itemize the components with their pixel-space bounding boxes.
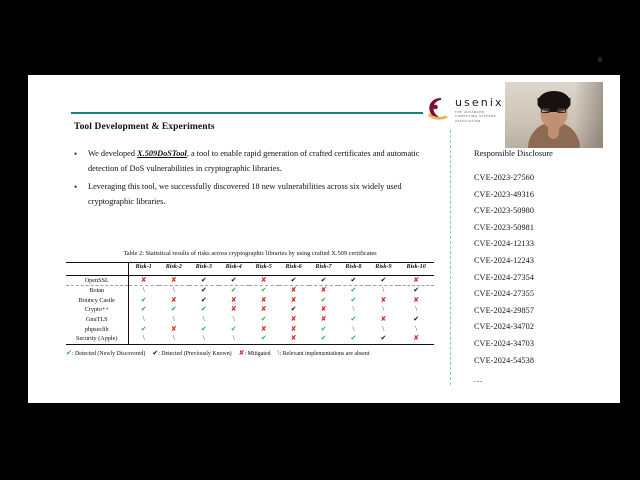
status-new-icon: ✔ bbox=[260, 286, 267, 295]
status-mit-icon: ✘ bbox=[170, 295, 177, 304]
risk-cell bbox=[219, 334, 249, 344]
table-row bbox=[66, 315, 434, 325]
status-known-icon: ✔ bbox=[290, 305, 297, 314]
legend-label: : Detected (Newly Discovered) bbox=[71, 350, 146, 357]
risk-cell bbox=[159, 275, 189, 286]
status-abs-icon: \ bbox=[382, 305, 385, 314]
column-header-risk-4: Risk-4 bbox=[219, 263, 249, 276]
risk-cell bbox=[249, 305, 279, 315]
column-header-risk-7: Risk-7 bbox=[309, 263, 339, 276]
usenix-tagline bbox=[455, 110, 496, 123]
status-new-icon: ✔ bbox=[230, 324, 237, 333]
corner-indicator-dot bbox=[598, 57, 602, 62]
legend-new-icon: ✔ bbox=[66, 348, 72, 357]
risk-cell bbox=[398, 296, 434, 306]
risk-cell bbox=[338, 305, 368, 315]
risk-cell bbox=[189, 315, 219, 325]
legend-mit-icon: ✘ bbox=[238, 348, 245, 357]
status-new-icon: ✔ bbox=[200, 324, 207, 333]
status-new-icon: ✔ bbox=[140, 305, 147, 314]
risk-cell bbox=[128, 275, 159, 286]
risk-cell bbox=[368, 305, 398, 315]
risk-cell bbox=[338, 286, 368, 296]
status-mit-icon: ✘ bbox=[413, 295, 420, 304]
risk-cell bbox=[309, 334, 339, 344]
status-mit-icon: ✘ bbox=[260, 305, 267, 314]
cve-item: CVE-2023-50980 bbox=[474, 206, 535, 216]
risk-cell bbox=[398, 325, 434, 335]
table-row bbox=[66, 325, 434, 335]
risk-cell bbox=[159, 305, 189, 315]
status-known-icon: ✔ bbox=[230, 275, 237, 284]
status-mit-icon: ✘ bbox=[260, 275, 267, 284]
bullet-item bbox=[74, 147, 429, 176]
risk-cell bbox=[249, 275, 279, 286]
status-mit-icon: ✘ bbox=[380, 295, 387, 304]
status-known-icon: ✔ bbox=[413, 314, 420, 323]
status-abs-icon: \ bbox=[415, 305, 418, 314]
risk-cell bbox=[249, 325, 279, 335]
status-known-icon: ✔ bbox=[200, 295, 207, 304]
status-abs-icon: \ bbox=[232, 334, 235, 343]
usenix-wordmark: usenix bbox=[455, 96, 504, 109]
library-name-cell: Bouncy Castle bbox=[66, 296, 128, 306]
legend-label: : Mitigated bbox=[244, 350, 271, 357]
status-mit-icon: ✘ bbox=[290, 286, 297, 295]
library-name-cell: Security (Apple) bbox=[66, 334, 128, 344]
status-mit-icon: ✘ bbox=[290, 314, 297, 323]
status-abs-icon: \ bbox=[142, 286, 145, 295]
legend-known-icon: ✔ bbox=[152, 348, 159, 357]
cve-item: CVE-2024-27354 bbox=[474, 272, 535, 282]
risk-cell bbox=[279, 334, 309, 344]
tool-name-emphasis: X.509DoSTool bbox=[137, 149, 187, 158]
status-mit-icon: ✘ bbox=[380, 314, 387, 323]
legend-item-abs bbox=[278, 349, 370, 357]
status-mit-icon: ✘ bbox=[320, 286, 327, 295]
risk-cell bbox=[249, 296, 279, 306]
risk-cell bbox=[368, 286, 398, 296]
risk-cell bbox=[338, 315, 368, 325]
status-new-icon: ✔ bbox=[320, 324, 327, 333]
risk-cell bbox=[128, 334, 159, 344]
usenix-tagline-line-1: THE ADVANCED bbox=[455, 110, 485, 114]
usenix-mark-icon bbox=[426, 95, 452, 121]
cve-item: CVE-2023-50981 bbox=[474, 222, 535, 232]
status-known-icon: ✔ bbox=[413, 286, 420, 295]
status-new-icon: ✔ bbox=[350, 295, 357, 304]
status-new-icon: ✔ bbox=[200, 305, 207, 314]
legend-item-known bbox=[152, 349, 231, 357]
status-mit-icon: ✘ bbox=[170, 275, 177, 284]
legend-label: : Relevant implementations are absent bbox=[279, 350, 370, 357]
status-new-icon: ✔ bbox=[260, 314, 267, 323]
risk-cell bbox=[219, 305, 249, 315]
risk-cell bbox=[309, 305, 339, 315]
status-known-icon: ✔ bbox=[380, 275, 387, 284]
risk-cell bbox=[338, 296, 368, 306]
column-header-risk-3: Risk-3 bbox=[189, 263, 219, 276]
risk-cell bbox=[368, 315, 398, 325]
library-name-cell: GnuTLS bbox=[66, 315, 128, 325]
cve-item: CVE-2024-12243 bbox=[474, 255, 535, 265]
risk-cell bbox=[128, 325, 159, 335]
risk-cell bbox=[128, 315, 159, 325]
cve-item: CVE-2023-27560 bbox=[474, 173, 535, 182]
column-header-risk-8: Risk-8 bbox=[338, 263, 368, 276]
status-known-icon: ✔ bbox=[380, 334, 387, 343]
legend-label: : Detected (Previously Known) bbox=[158, 350, 232, 357]
risk-cell bbox=[398, 315, 434, 325]
risk-cell bbox=[159, 286, 189, 296]
status-known-icon: ✔ bbox=[320, 275, 327, 284]
bullet-text-pre: We developed bbox=[88, 149, 138, 158]
status-new-icon: ✔ bbox=[140, 324, 147, 333]
table-row bbox=[66, 286, 434, 296]
risk-cell bbox=[189, 325, 219, 335]
responsible-disclosure-panel bbox=[474, 149, 614, 384]
status-mit-icon: ✘ bbox=[140, 275, 147, 284]
status-abs-icon: \ bbox=[172, 286, 175, 295]
risk-table-block bbox=[66, 250, 434, 357]
table-caption: Table 2: Statistical results of risks across cryptographic libraries by using crafted X.509 certificates bbox=[123, 250, 377, 257]
risk-cell bbox=[249, 334, 279, 344]
panel-divider bbox=[450, 130, 451, 385]
status-new-icon: ✔ bbox=[320, 295, 327, 304]
bullet-marker: • bbox=[74, 182, 78, 192]
presenter-glasses-right bbox=[557, 108, 566, 113]
status-new-icon: ✔ bbox=[260, 334, 267, 343]
status-mit-icon: ✘ bbox=[413, 275, 420, 284]
risk-cell bbox=[189, 275, 219, 286]
risk-cell bbox=[338, 275, 368, 286]
status-new-icon: ✔ bbox=[320, 334, 327, 343]
bullet-text bbox=[88, 147, 429, 176]
usenix-tagline-line-3: ASSOCIATION bbox=[455, 118, 481, 123]
risk-cell bbox=[279, 296, 309, 306]
cve-list-ellipsis: ... bbox=[474, 375, 484, 385]
status-mit-icon: ✘ bbox=[290, 295, 297, 304]
cve-item: CVE-2024-12133 bbox=[474, 239, 535, 249]
library-name-cell: Crypto++ bbox=[66, 305, 128, 315]
cve-item: CVE-2024-34702 bbox=[474, 322, 535, 332]
status-abs-icon: \ bbox=[352, 305, 355, 314]
status-known-icon: ✔ bbox=[200, 275, 207, 284]
bullet-text-post: , a tool to enable rapid generation of crafted certificates and automatic detection of DoS vulnerabilities in cryptographic libraries. bbox=[88, 149, 420, 173]
status-abs-icon: \ bbox=[202, 334, 205, 343]
risk-cell bbox=[279, 325, 309, 335]
risk-cell bbox=[309, 286, 339, 296]
risk-cell bbox=[309, 275, 339, 286]
bullet-list bbox=[74, 147, 429, 213]
column-header-risk-6: Risk-6 bbox=[279, 263, 309, 276]
status-known-icon: ✔ bbox=[350, 275, 357, 284]
status-mit-icon: ✘ bbox=[230, 295, 237, 304]
table-row bbox=[66, 305, 434, 315]
status-new-icon: ✔ bbox=[350, 334, 357, 343]
risk-cell bbox=[189, 286, 219, 296]
slide-title: Tool Development & Experiments bbox=[74, 122, 215, 132]
risk-table bbox=[66, 262, 434, 345]
risk-table-body bbox=[66, 275, 434, 344]
risk-cell bbox=[189, 334, 219, 344]
status-abs-icon: \ bbox=[142, 314, 145, 323]
status-abs-icon: \ bbox=[172, 334, 175, 343]
risk-table-head bbox=[66, 263, 434, 276]
risk-cell bbox=[398, 334, 434, 344]
bullet-text: Leveraging this tool, we successfully discovered 18 new vulnerabilities across six widely used cryptographic libraries. bbox=[88, 182, 402, 206]
risk-cell bbox=[219, 325, 249, 335]
column-header-risk-1: Risk-1 bbox=[128, 263, 159, 276]
risk-cell bbox=[368, 296, 398, 306]
risk-cell bbox=[398, 305, 434, 315]
status-known-icon: ✔ bbox=[290, 275, 297, 284]
legend-item-mit bbox=[239, 349, 271, 357]
risk-cell bbox=[128, 305, 159, 315]
column-header-risk-9: Risk-9 bbox=[368, 263, 398, 276]
column-header-risk-5: Risk-5 bbox=[249, 263, 279, 276]
risk-cell bbox=[279, 305, 309, 315]
cve-item: CVE-2024-34703 bbox=[474, 338, 535, 348]
status-new-icon: ✔ bbox=[350, 314, 357, 323]
risk-cell bbox=[159, 315, 189, 325]
status-new-icon: ✔ bbox=[170, 305, 177, 314]
risk-cell bbox=[338, 325, 368, 335]
panel-title: Responsible Disclosure bbox=[474, 149, 553, 158]
risk-cell bbox=[279, 286, 309, 296]
risk-cell bbox=[219, 286, 249, 296]
risk-cell bbox=[219, 275, 249, 286]
cve-item: CVE-2023-49316 bbox=[474, 189, 535, 199]
cve-item: CVE-2024-54538 bbox=[474, 355, 535, 365]
status-abs-icon: \ bbox=[142, 334, 145, 343]
legend-abs-icon: \ bbox=[277, 348, 280, 357]
status-mit-icon: ✘ bbox=[260, 295, 267, 304]
table-header-row bbox=[66, 263, 434, 276]
table-row bbox=[66, 275, 434, 286]
risk-cell bbox=[159, 334, 189, 344]
status-mit-icon: ✘ bbox=[260, 324, 267, 333]
cve-item: CVE-2024-29857 bbox=[474, 305, 535, 315]
cve-list bbox=[474, 170, 614, 369]
risk-cell bbox=[189, 296, 219, 306]
usenix-tagline-line-2: COMPUTING SYSTEMS bbox=[455, 114, 497, 119]
status-abs-icon: \ bbox=[172, 314, 175, 323]
risk-cell bbox=[219, 315, 249, 325]
table-legend bbox=[66, 349, 434, 357]
risk-cell bbox=[159, 325, 189, 335]
bullet-item bbox=[74, 180, 429, 209]
status-abs-icon: \ bbox=[352, 324, 355, 333]
risk-cell bbox=[279, 315, 309, 325]
risk-cell bbox=[368, 325, 398, 335]
table-row bbox=[66, 334, 434, 344]
presenter-webcam-overlay[interactable] bbox=[505, 82, 603, 148]
status-mit-icon: ✘ bbox=[320, 305, 327, 314]
legend-item-new bbox=[66, 349, 145, 357]
risk-cell bbox=[309, 325, 339, 335]
risk-cell bbox=[189, 305, 219, 315]
status-abs-icon: \ bbox=[202, 314, 205, 323]
risk-cell bbox=[128, 286, 159, 296]
table-row bbox=[66, 296, 434, 306]
risk-cell bbox=[128, 296, 159, 306]
status-mit-icon: ✘ bbox=[413, 334, 420, 343]
library-name-cell: OpenSSL bbox=[66, 275, 128, 286]
usenix-logo bbox=[426, 93, 512, 127]
risk-cell bbox=[368, 334, 398, 344]
status-abs-icon: \ bbox=[415, 324, 418, 333]
status-mit-icon: ✘ bbox=[170, 324, 177, 333]
status-new-icon: ✔ bbox=[350, 286, 357, 295]
risk-cell bbox=[249, 286, 279, 296]
risk-cell bbox=[159, 296, 189, 306]
risk-cell bbox=[398, 286, 434, 296]
status-known-icon: ✔ bbox=[200, 286, 207, 295]
library-name-cell: phpseclib bbox=[66, 325, 128, 335]
bullet-marker: • bbox=[74, 149, 78, 159]
presenter-glasses-left bbox=[541, 108, 550, 113]
table-corner-header bbox=[66, 263, 128, 276]
risk-cell bbox=[338, 334, 368, 344]
column-header-risk-10: Risk-10 bbox=[398, 263, 434, 276]
risk-cell bbox=[309, 296, 339, 306]
risk-cell bbox=[279, 275, 309, 286]
risk-cell bbox=[249, 315, 279, 325]
risk-cell bbox=[309, 315, 339, 325]
status-mit-icon: ✘ bbox=[230, 305, 237, 314]
risk-cell bbox=[398, 275, 434, 286]
status-mit-icon: ✘ bbox=[320, 314, 327, 323]
risk-cell bbox=[219, 296, 249, 306]
library-name-cell: Botan bbox=[66, 286, 128, 296]
status-abs-icon: \ bbox=[382, 324, 385, 333]
risk-cell bbox=[368, 275, 398, 286]
status-new-icon: ✔ bbox=[230, 286, 237, 295]
status-abs-icon: \ bbox=[382, 286, 385, 295]
status-mit-icon: ✘ bbox=[290, 324, 297, 333]
column-header-risk-2: Risk-2 bbox=[159, 263, 189, 276]
status-mit-icon: ✘ bbox=[290, 334, 297, 343]
title-rule bbox=[71, 112, 423, 114]
cve-item: CVE-2024-27355 bbox=[474, 289, 535, 299]
status-abs-icon: \ bbox=[232, 314, 235, 323]
status-new-icon: ✔ bbox=[140, 295, 147, 304]
